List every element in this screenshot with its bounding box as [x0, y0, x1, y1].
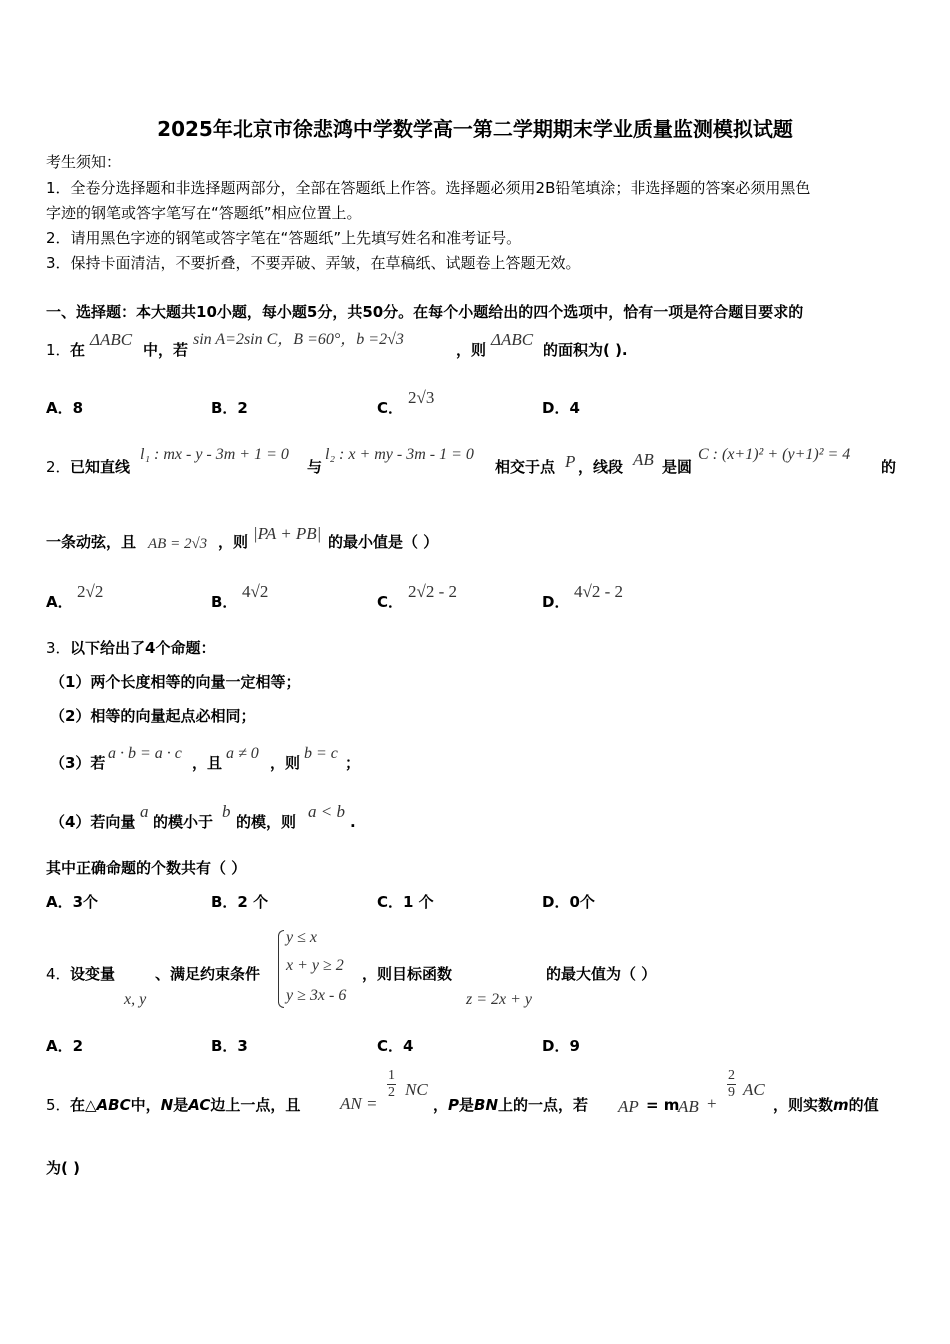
q5-text: 的值: [848, 1096, 879, 1114]
q5-text: ，则实数: [773, 1096, 834, 1114]
q5-text: 是: [173, 1096, 189, 1114]
q2-option-a-math: 2√2: [77, 582, 104, 601]
q2-option-a[interactable]: A．: [46, 593, 73, 611]
q5-line-1c: [773, 1095, 879, 1115]
q5-fraction: [387, 1068, 396, 1118]
q4-text: ，则目标函数: [362, 965, 453, 983]
q4-option-d[interactable]: D．9: [542, 1037, 580, 1055]
q3-option-d[interactable]: D．0个: [542, 893, 595, 911]
q3-math: a < b: [308, 802, 345, 821]
q3-option-b[interactable]: B．2 个: [211, 893, 269, 911]
notice-item-3: 3．保持卡面清洁，不要折叠，不要弄破、弄皱，在草稿纸、试题卷上答题无效。: [46, 254, 581, 272]
q4-number: 4．: [46, 965, 71, 983]
q1-text: 中，若: [143, 341, 189, 359]
q1-option-a[interactable]: A．8: [46, 399, 84, 417]
q1-math: sin A=2sin C，B =60°，b =2√3: [193, 331, 404, 348]
q1-text: 在: [70, 341, 86, 359]
constraint-brace: [278, 930, 284, 1008]
q2-text: 一条动弦，且: [46, 533, 137, 551]
q2-option-c[interactable]: C．: [377, 593, 404, 611]
q3-option-a[interactable]: A．3个: [46, 893, 99, 911]
notice-item-1-cont: 字迹的钢笔或答字笔写在“答题纸”相应位置上。: [46, 204, 362, 222]
q5-line-1: [70, 1095, 300, 1115]
q3-math: a: [140, 802, 149, 821]
q2-math: l₂ : x + my - 3m - 1 = 0: [325, 446, 474, 463]
q3-stem: 以下给出了4个命题：: [70, 639, 216, 657]
q5-math: AC: [743, 1080, 765, 1099]
q3-math: a ≠ 0: [226, 745, 259, 762]
q4-text: 、满足约束条件: [155, 965, 261, 983]
section-heading: 一、选择题：本大题共10小题，每小题5分，共50分。在每个小题给出的四个选项中，恰有一项是符合题目要求的: [46, 303, 804, 321]
q5-fraction: [727, 1068, 736, 1101]
q2-math: AB = 2√3: [148, 536, 208, 552]
q3-text: 的模小于: [153, 813, 214, 831]
q3-text: ；: [345, 754, 361, 772]
q3-text: .: [350, 813, 356, 831]
q5-line-1b: [433, 1095, 588, 1115]
q2-math: C : (x+1)² + (y+1)² = 4: [698, 446, 851, 463]
q2-option-b-math: 4√2: [242, 582, 269, 601]
q4-math: x, y: [124, 991, 147, 1008]
q1-text: ，则: [456, 341, 487, 359]
q4-option-b[interactable]: B．3: [211, 1037, 248, 1055]
q5-text: 在△: [70, 1096, 97, 1114]
q3-math: b = c: [304, 745, 338, 762]
q5-var: AC: [188, 1096, 211, 1114]
q5-number: 5．: [46, 1096, 71, 1114]
q2-text: 与: [307, 458, 323, 476]
q3-text: 的模，则: [236, 813, 297, 831]
q5-math: +: [707, 1094, 717, 1113]
q5-math: AP: [618, 1097, 639, 1116]
q4-constraint-3: y ≥ 3x - 6: [286, 987, 347, 1004]
q4-option-c[interactable]: C．4: [377, 1037, 414, 1055]
q4-option-a[interactable]: A．2: [46, 1037, 84, 1055]
q3-math: b: [222, 802, 231, 821]
fraction-1-2: $\frac{1}{2}$: [388, 1068, 395, 1100]
q1-math: ΔABC: [90, 330, 133, 349]
q2-text: ，线段: [578, 458, 624, 476]
q2-option-d[interactable]: D．: [542, 593, 570, 611]
q2-math: l₁ : mx - y - 3m + 1 = 0: [140, 446, 289, 463]
q3-text: ，则: [270, 754, 301, 772]
q2-math: |PA + PB|: [253, 524, 322, 543]
q5-var: BN: [474, 1096, 499, 1114]
q2-text: 相交于点: [495, 458, 556, 476]
q3-number: 3．: [46, 639, 71, 657]
q5-text: 上的一点，若: [498, 1096, 589, 1114]
q1-option-d[interactable]: D．4: [542, 399, 580, 417]
q5-math: AN =: [340, 1094, 378, 1113]
q3-proposition-4: （4）若向量: [50, 813, 136, 831]
q5-var: P: [448, 1096, 460, 1114]
q2-text: 已知直线: [70, 458, 131, 476]
q1-math: ΔABC: [491, 330, 534, 349]
q5-text: 中，: [130, 1096, 161, 1114]
q3-proposition-3: （3）若: [50, 754, 106, 772]
q2-text: 的: [881, 458, 897, 476]
q5-text: 边上一点，且: [210, 1096, 301, 1114]
q4-text: 设变量: [70, 965, 116, 983]
q5-math: AB: [678, 1097, 699, 1116]
q2-text: 是圆: [662, 458, 693, 476]
q2-text: 的最小值是（ ）: [328, 533, 439, 551]
q4-constraint-1: y ≤ x: [286, 929, 317, 946]
q2-text: ，则: [218, 533, 249, 551]
q5-math: NC: [405, 1080, 428, 1099]
q5-line-2: 为( ): [46, 1159, 80, 1177]
q5-math: = m: [646, 1096, 680, 1114]
q1-text: 的面积为( ).: [543, 341, 628, 359]
q3-ask: 其中正确命题的个数共有（ ）: [46, 859, 247, 877]
q3-proposition-1: （1）两个长度相等的向量一定相等；: [50, 673, 301, 691]
q3-proposition-2: （2）相等的向量起点必相同；: [50, 707, 256, 725]
q2-math: AB: [633, 450, 654, 469]
q3-option-c[interactable]: C．1 个: [377, 893, 434, 911]
q5-var: m: [833, 1096, 849, 1114]
notice-item-1: 1．全卷分选择题和非选择题两部分，全部在答题纸上作答。选择题必须用2B铅笔填涂；非选择题的答案必须用黑色: [46, 179, 811, 197]
q1-option-c-math: 2√3: [408, 388, 435, 407]
q1-option-b[interactable]: B．2: [211, 399, 248, 417]
notice-item-2: 2．请用黑色字迹的钢笔或答字笔在“答题纸”上先填写姓名和准考证号。: [46, 229, 522, 247]
q2-option-d-math: 4√2 - 2: [574, 582, 623, 601]
fraction-2-9: $\frac{2}{9}$: [728, 1068, 735, 1100]
q4-math: z = 2x + y: [466, 991, 533, 1008]
q2-option-c-math: 2√2 - 2: [408, 582, 457, 601]
page-title: 2025年北京市徐悲鸿中学数学高一第二学期期末学业质量监测模拟试题: [157, 117, 793, 141]
q5-text: 是: [459, 1096, 475, 1114]
q4-text: 的最大值为（ ）: [546, 965, 657, 983]
q5-var: N: [160, 1096, 174, 1114]
q4-constraint-2: x + y ≥ 2: [286, 957, 344, 974]
q3-text: ，且: [192, 754, 223, 772]
q3-math: a · b = a · c: [108, 745, 182, 762]
q2-number: 2．: [46, 458, 71, 476]
q1-option-c[interactable]: C．: [377, 399, 404, 417]
q5-text: ，: [433, 1096, 449, 1114]
q1-number: 1．: [46, 341, 71, 359]
q2-option-b[interactable]: B．: [211, 593, 238, 611]
q2-math: P: [565, 452, 576, 471]
notice-heading: 考生须知：: [46, 153, 122, 171]
q5-var: ABC: [96, 1096, 131, 1114]
